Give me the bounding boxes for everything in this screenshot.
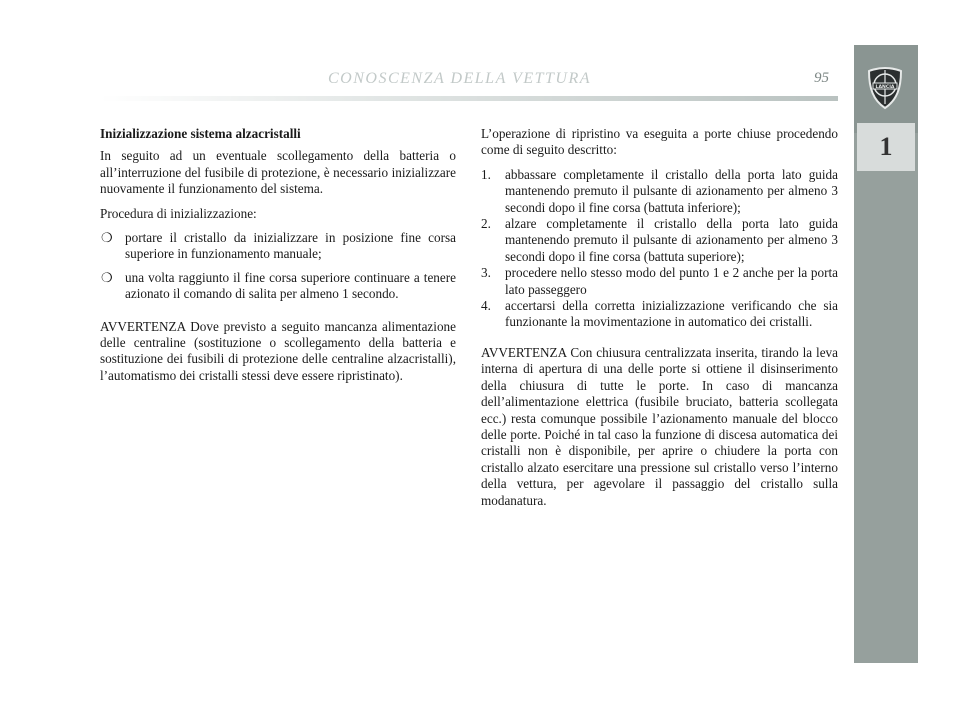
left-column — [100, 126, 456, 392]
section-heading: Inizializzazione sistema alzacristalli — [100, 126, 301, 141]
intro-paragraph: In seguito ad un eventuale scollegamento della batteria o all’interruzione del fusibile di protezione, è necessario inizializzare nuovamente il funzionamento del sistema. — [100, 148, 456, 197]
section-number: 1 — [857, 123, 915, 171]
list-item — [100, 270, 456, 303]
step-number: 4. — [481, 298, 491, 314]
list-item — [481, 298, 838, 331]
step-number: 2. — [481, 216, 491, 232]
step-number: 1. — [481, 166, 491, 182]
step-text: accertarsi della corretta inizializzazione verificando che sia funzionante la movimentazione in automatico dei cristalli. — [505, 298, 838, 330]
step-text: abbassare completamente il cristallo della porta lato guida mantenendo premuto il pulsante di azionamento per almeno 3 secondi dopo il fine corsa (battuta inferiore); — [505, 166, 838, 215]
list-item — [481, 265, 838, 298]
step-number: 3. — [481, 265, 491, 281]
list-item — [481, 216, 838, 265]
running-title: CONOSCENZA DELLA VETTURA — [328, 70, 592, 87]
warning-paragraph: AVVERTENZA Con chiusura centralizzata inserita, tirando la leva interna di apertura di una delle porte si ottiene il disinserimento della chiusura di tutte le porte. In caso di mancanza dell’alimentazione elettrica (fusibile bruciato, batteria scollegata ecc.) resta comunque possibile l’azionamento manuale del blocco delle porte. Poiché in tal caso la funzione di discesa automatica dei cristalli non è disponibile, per aprire o chiudere la porta con cristallo alzato esercitare una pressione sul cristallo verso l’interno della vettura, per agevolare il passaggio del cristallo sulla modanatura. — [481, 344, 838, 508]
bullet-text: portare il cristallo da inizializzare in posizione fine corsa superiore in funzionamento manuale; — [125, 230, 456, 262]
bullet-circle-icon: ❍ — [101, 230, 113, 246]
logo-text: LANCIA — [875, 85, 895, 90]
list-item — [100, 230, 456, 263]
right-column — [481, 126, 838, 517]
procedure-label: Procedura di inizializzazione: — [100, 205, 257, 221]
bullet-circle-icon: ❍ — [101, 269, 113, 285]
header-rule — [100, 96, 838, 101]
lancia-shield-logo-icon — [866, 66, 904, 110]
warning-paragraph: AVVERTENZA Dove previsto a seguito mancanza alimentazione delle centraline (sostituzione o scollegamento della batteria e sostituzione dei fusibili di protezione delle centraline alzacristalli), l’automatismo dei cristalli stessi deve essere ripristinato). — [100, 318, 456, 383]
list-item — [481, 167, 838, 216]
page-number: 95 — [814, 70, 829, 86]
intro-paragraph: L’operazione di ripristino va eseguita a porte chiuse procedendo come di seguito descritto: — [481, 126, 838, 158]
step-text: procedere nello stesso modo del punto 1 e 2 anche per la porta lato passeggero — [505, 265, 838, 297]
bullet-text: una volta raggiunto il fine corsa superiore continuare a tenere azionato il comando di salita per almeno 1 secondo. — [125, 269, 456, 302]
step-text: alzare completamente il cristallo della porta lato guida mantenendo premuto il pulsante di azionamento per almeno 3 secondi dopo il fine corsa (battuta superiore); — [505, 216, 838, 264]
